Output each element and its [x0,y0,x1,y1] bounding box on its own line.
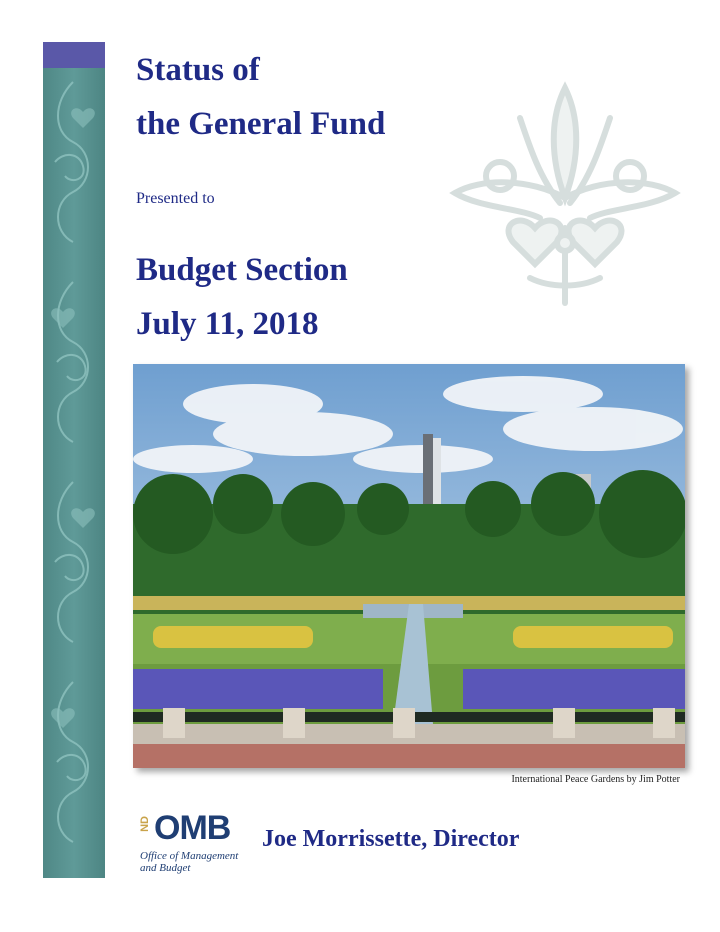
logo-subtitle-line-1: Office of Management [140,850,239,862]
logo-omb-wordmark: OMB [154,809,231,847]
peace-gardens-photo [133,364,685,768]
title-line-2: the General Fund [136,106,386,142]
meeting-date: July 11, 2018 [136,306,319,342]
director-name: Joe Morrissette, Director [262,826,520,852]
logo-subtitle-line-2: and Budget [140,862,191,874]
photo-caption: International Peace Gardens by Jim Potter [511,774,680,785]
presented-to: Presented to [136,190,215,207]
section-name: Budget Section [136,252,348,288]
decorative-sidebar [43,42,105,878]
title-line-1: Status of [136,52,260,88]
omb-logo [136,809,246,876]
sidebar-top-band [43,42,105,68]
logo-nd-mark: ND [139,816,151,832]
scroll-pattern-icon [43,42,105,878]
logo-subtitle [140,850,250,874]
fleur-ornament-icon [440,78,690,318]
